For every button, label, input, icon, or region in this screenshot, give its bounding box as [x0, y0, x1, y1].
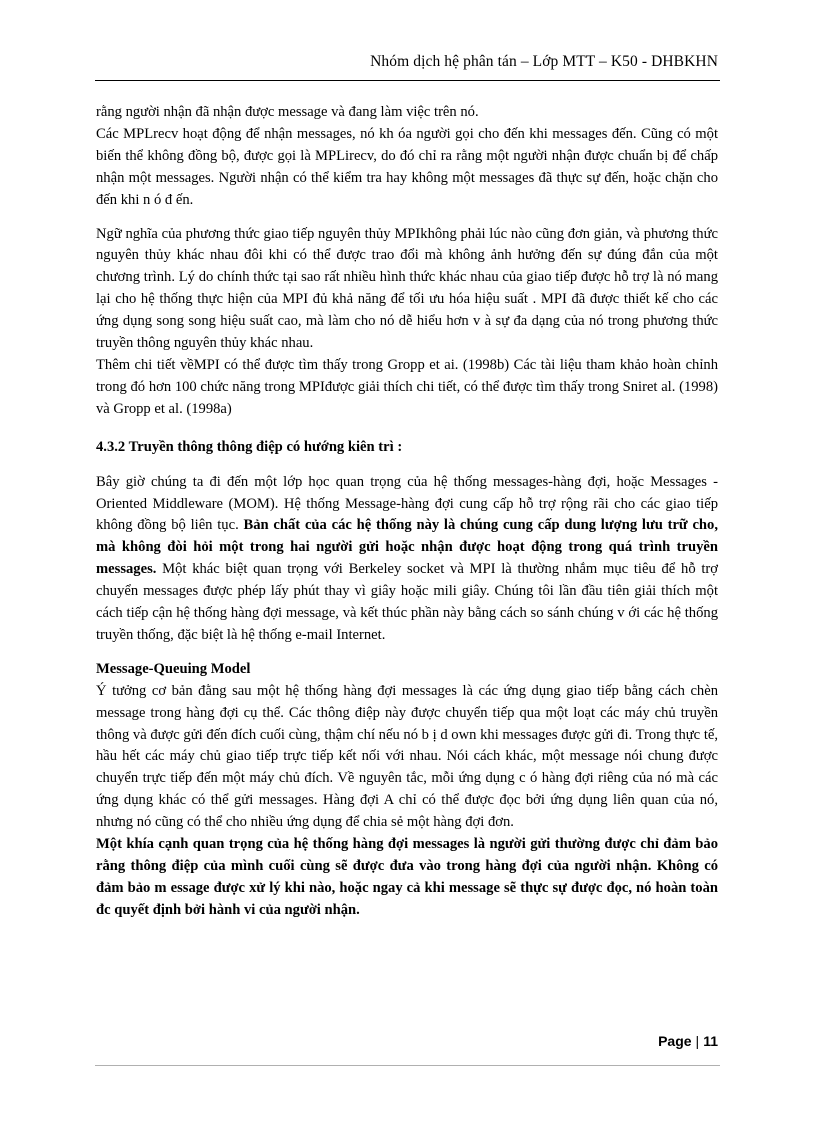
document-body — [96, 102, 718, 922]
page-separator: | — [695, 1033, 700, 1049]
paragraph-6: Ý tưởng cơ bản đằng sau một hệ thống hàng đợi messages là các ứng dụng giao tiếp bằng cách chèn message trong hàng đợi cụ thể. Các thông điệp này được chuyển tiếp qua một loạt các máy chủ truyền thông và được gửi đến đích cuối cùng, thậm chí nếu nó b ị d own khi messages được gửi đi. Trong thực tế, hầu hết các máy chủ giao tiếp trực tiếp kết nối với nhau. Nói cách khác, một message nói chung được chuyển trực tiếp đến một máy chủ đích. Về nguyên tắc, mỗi ứng dụng c ó hàng đợi riêng của nó mà các ứng dụng khác có thể gửi messages. Hàng đợi A chỉ có thể được đọc bởi ứng dụng liên quan của nó, nhưng nó cũng có thể cho nhiều ứng dụng để chia sẻ một hàng đợi đơn. — [96, 682, 718, 831]
paragraph-2: Các MPLrecv hoạt động để nhận messages, nó kh óa người gọi cho đến khi messages đến. Cũng có một biến thể không đồng bộ, được gọi là MPLirecv, do đó chỉ ra rằng một người nhận được chuẩn bị để chấp nhận một messages. Người nhận có thể kiểm tra hay không một messages đã thực sự đến, hoặc chặn cho đến khi n ó đ ến. — [96, 125, 718, 208]
page-number: 11 — [703, 1033, 718, 1049]
paragraph-5-intro: Bây giờ chúng ta đi đến một lớp học quan trọng của hệ thống messages-hàng đợi, hoặc Messages -Oriented Middleware (MOM). Hệ thống Message-hàng đợi cung cấp hỗ trợ rộng rãi cho các giao tiếp không đồng bộ liên tục. — [96, 473, 718, 534]
paragraph-5-rest: Một khác biệt quan trọng với Berkeley socket và MPI là thường nhắm mục tiêu để hỗ trợ chuyển messages được phép lấy phút thay vì giây hoặc mili giây. Chúng tôi lần đầu tiên giải thích một cách tiếp cận hệ thống hàng đợi message, và kết thúc phần này bằng cách so sánh chúng v ới các hệ thống truyền thống, đặc biệt là hệ thống e-mail Internet. — [96, 561, 718, 643]
page-footer — [658, 1033, 718, 1049]
section-heading-message-queuing-model: Message-Queuing Model — [96, 660, 251, 677]
page-label: Page — [658, 1033, 692, 1049]
paragraph-1: rằng người nhận đã nhận được message và đang làm việc trên nó. — [96, 104, 479, 120]
header-divider — [95, 80, 720, 81]
footer-divider — [95, 1065, 720, 1066]
paragraph-3: Ngữ nghĩa của phương thức giao tiếp nguyên thủy MPIkhông phải lúc nào cũng đơn giản, và phương thức nguyên thủy khác nhau đôi khi có thể được trao đổi mà không ảnh hưởng đến sự đúng đắn của một chương trình. Lý do chính thức tại sao rất nhiều hình thức khác nhau của giao tiếp được hỗ trợ là nó mang lại cho hệ thống thực hiện của MPI đủ khả năng để tối ưu hóa hiệu suất . MPI đã được thiết kế cho các ứng dụng song song hiệu suất cao, mà làm cho nó dễ hiểu hơn v à sự đa dạng của nó trong phương thức truyền thông nguyên thủy khác nhau. — [96, 225, 718, 352]
paragraph-7: Một khía cạnh quan trọng của hệ thống hàng đợi messages là người gửi thường được chỉ đảm bảo rằng thông điệp của mình cuối cùng sẽ được đưa vào trong hàng đợi của người nhận. Không có đảm bảo m essage được xử lý khi nào, hoặc ngay cả khi message sẽ thực sự được đọc, nó hoàn toàn đc quyết định bởi hành vi của người nhận. — [96, 836, 718, 918]
section-heading-4-3-2: 4.3.2 Truyền thông thông điệp có hướng kiên trì : — [96, 438, 403, 455]
paragraph-5-emphasis: Bản chất của các hệ thống này là chúng cung cấp dung lượng lưu trữ cho, mà không đòi hỏi một trong hai người gửi hoặc nhận được hoạt động trong quá trình truyền messages. — [96, 517, 718, 578]
paragraph-5 — [96, 472, 718, 647]
page-header: Nhóm dịch hệ phân tán – Lớp MTT – K50 - DHBKHN — [370, 53, 718, 70]
paragraph-4: Thêm chi tiết vềMPI có thể được tìm thấy trong Gropp et ai. (1998b) Các tài liệu tham khảo hoàn chỉnh trong đó hơn 100 chức năng trong MPIđược giải thích chi tiết, có thể được tìm thấy trong Sniret al. (1998) và Gropp et al. (1998a) — [96, 356, 718, 417]
